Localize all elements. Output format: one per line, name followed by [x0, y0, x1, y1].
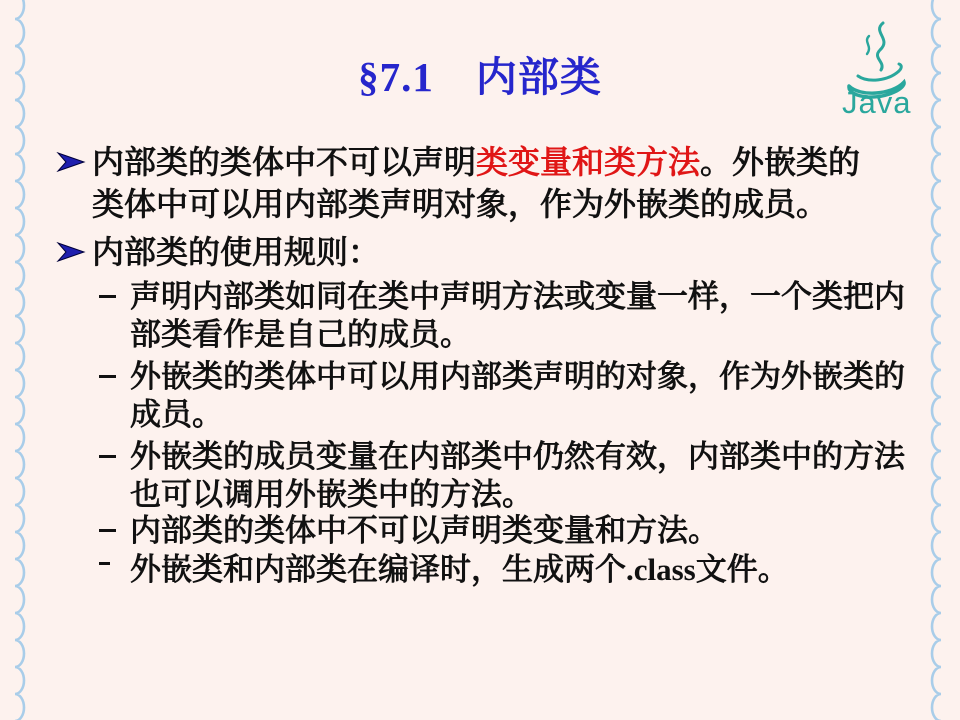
- java-steam-small-icon: [867, 36, 869, 54]
- java-swoosh-upper-icon: [858, 64, 901, 80]
- bullet-1-line-2: 类体中可以用内部类声明对象，作为外嵌类的成员。: [92, 186, 829, 222]
- sub-bullet-3-line-2: 也可以调用外嵌类中的方法。: [130, 477, 533, 512]
- left-scallop-border: [15, 0, 24, 720]
- bullet-item-1: [56, 141, 860, 225]
- sub-bullet-1-line-1: 声明内部类如同在类中声明方法或变量一样，一个类把内: [130, 279, 905, 314]
- bullet-1-line-1: [92, 141, 860, 183]
- sub-bullet-3-line-1: 外嵌类的成员变量在内部类中仍然有效，内部类中的方法: [130, 439, 905, 474]
- sub-bullet-item-5: [99, 551, 789, 589]
- bullet-1-highlight-text: 类变量和类方法: [476, 144, 701, 180]
- java-logo-text: Java: [842, 85, 912, 120]
- sub-bullet-1-line-2: 部类看作是自己的成员。: [130, 317, 471, 352]
- sub-bullet-item-4: [99, 512, 719, 550]
- sub-bullet-item-3: [99, 438, 905, 514]
- arrow-bullet-icon: [56, 141, 92, 179]
- sub-bullet-item-2: [99, 358, 905, 434]
- sub-bullet-2-line-1: 外嵌类的类体中可以用内部类声明的对象，作为外嵌类的: [130, 359, 905, 394]
- bullet-2-line-1: 内部类的使用规则：: [92, 234, 381, 270]
- sub-bullet-item-1: [99, 278, 905, 354]
- right-scallop-border: [932, 0, 941, 720]
- java-steam-icon: [877, 23, 884, 70]
- bullet-1-text-tail: 。外嵌类的: [700, 144, 861, 180]
- page-title: §7.1 内部类: [358, 54, 602, 100]
- sub-bullet-2-line-2: 成员。: [130, 397, 223, 432]
- arrow-bullet-icon: [56, 231, 92, 269]
- bullet-item-2: [56, 231, 380, 273]
- bullet-1-text: 内部类的类体中不可以声明: [92, 144, 477, 180]
- java-logo: [836, 20, 914, 122]
- sub-bullet-4-line-1: 内部类的类体中不可以声明类变量和方法。: [130, 513, 719, 548]
- sub-bullet-5-line-1: 外嵌类和内部类在编译时，生成两个.class文件。: [130, 552, 789, 587]
